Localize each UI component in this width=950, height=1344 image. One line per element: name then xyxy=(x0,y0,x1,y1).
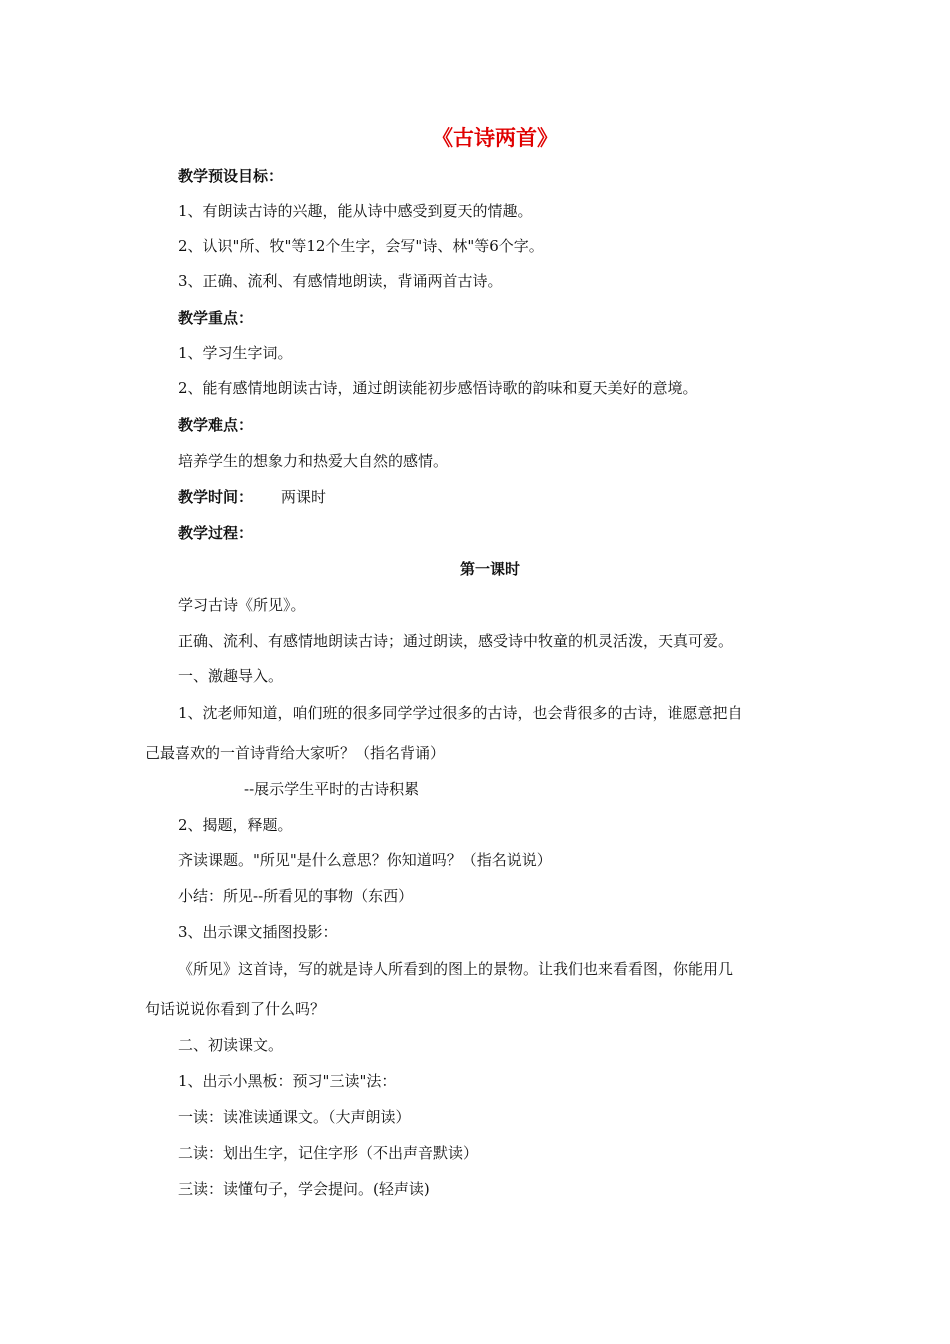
teaching-time-value: 两课时 xyxy=(281,488,327,506)
lesson-line: --展示学生平时的古诗积累 xyxy=(244,780,420,798)
document-title: 《古诗两首》 xyxy=(432,126,558,150)
lesson-heading: 第一课时 xyxy=(459,560,520,578)
lesson-line: 1、出示小黑板：预习"三读"法： xyxy=(178,1072,397,1090)
goal-item-2: 2、认识"所、牧"等12个生字，会写"诗、林"等6个字。 xyxy=(178,237,544,255)
key-point-1: 1、学习生字词。 xyxy=(178,344,293,362)
lesson-line: 2、揭题，释题。 xyxy=(178,816,293,834)
key-point-2: 2、能有感情地朗读古诗，通过朗读能初步感悟诗歌的韵味和夏天美好的意境。 xyxy=(178,379,698,397)
lesson-line: 齐读课题。"所见"是什么意思？你知道吗？（指名说说） xyxy=(178,851,552,869)
goals-heading: 教学预设目标： xyxy=(178,167,284,185)
lesson-line: 一、激趣导入。 xyxy=(178,667,284,685)
lesson-line: 正确、流利、有感情地朗读古诗；通过朗读，感受诗中牧童的机灵活泼，天真可爱。 xyxy=(178,632,734,650)
lesson-line: 《所见》这首诗，写的就是诗人所看到的图上的景物。让我们也来看看图，你能用几 xyxy=(178,960,734,978)
difficulty-text: 培养学生的想象力和热爱大自然的感情。 xyxy=(178,452,449,470)
lesson-line: 1、沈老师知道，咱们班的很多同学学过很多的古诗，也会背很多的古诗，谁愿意把自 xyxy=(178,704,743,722)
teaching-time-heading: 教学时间： xyxy=(178,488,254,506)
lesson-line: 三读：读懂句子，学会提问。(轻声读) xyxy=(178,1180,430,1198)
goal-item-3: 3、正确、流利、有感情地朗读，背诵两首古诗。 xyxy=(178,272,503,290)
lesson-line: 句话说说你看到了什么吗？ xyxy=(145,1000,326,1018)
lesson-line: 小结：所见--所看见的事物（东西） xyxy=(178,887,414,905)
lesson-line: 一读：读准读通课文。（大声朗读） xyxy=(178,1108,411,1126)
key-points-heading: 教学重点： xyxy=(178,309,254,327)
lesson-line: 二、初读课文。 xyxy=(178,1036,284,1054)
goal-item-1: 1、有朗读古诗的兴趣，能从诗中感受到夏天的情趣。 xyxy=(178,202,533,220)
difficulty-heading: 教学难点： xyxy=(178,416,254,434)
process-heading: 教学过程： xyxy=(178,524,254,542)
lesson-line: 二读：划出生字，记住字形（不出声音默读） xyxy=(178,1144,479,1162)
lesson-line: 己最喜欢的一首诗背给大家听？（指名背诵） xyxy=(145,744,446,762)
lesson-line: 3、出示课文插图投影： xyxy=(178,923,338,941)
lesson-line: 学习古诗《所见》。 xyxy=(178,596,306,614)
teaching-time-row xyxy=(178,487,326,507)
